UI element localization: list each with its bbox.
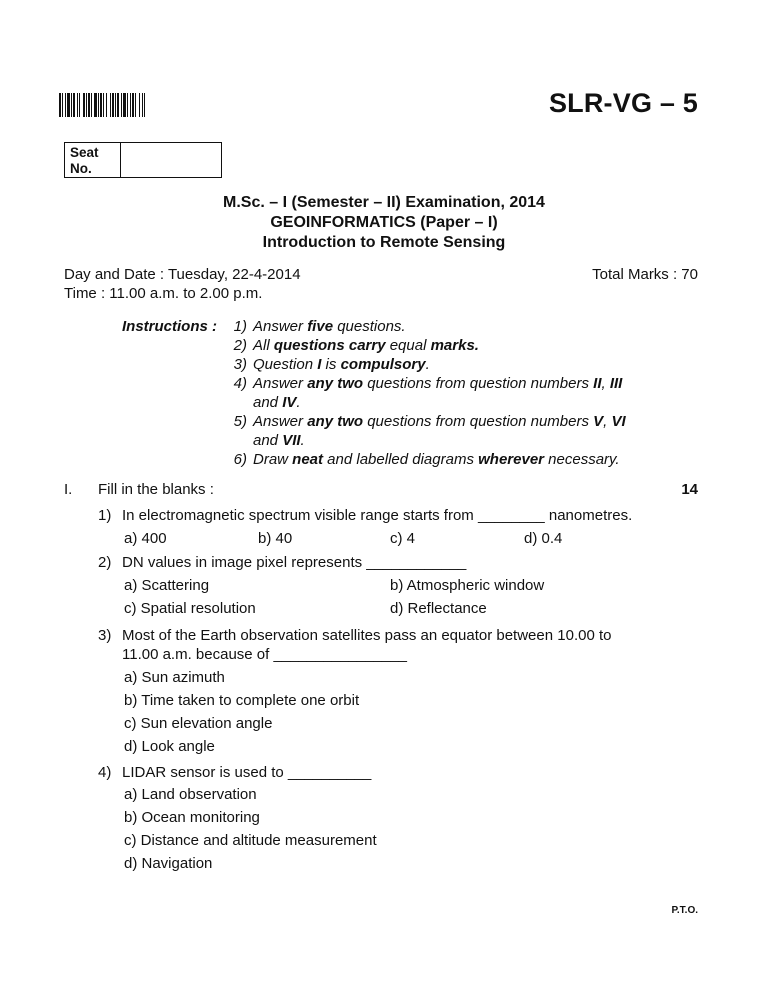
total-marks: Total Marks : 70 [592, 266, 698, 283]
barcode-bar [83, 93, 85, 117]
barcode-bar [117, 93, 119, 117]
seat-label-line1: Seat [70, 145, 99, 160]
question-4-option-d: d) Navigation [124, 855, 213, 872]
instruction-text-part: II [593, 375, 602, 392]
instruction-text-part: , [603, 413, 612, 430]
instruction-text-part: III [609, 375, 623, 392]
section-heading: Fill in the blanks : [98, 481, 214, 498]
barcode-bar [127, 93, 128, 117]
instruction-number: 4) [233, 375, 247, 392]
question-2-option-b: b) Atmospheric window [390, 577, 545, 594]
barcode-bar [144, 93, 145, 117]
instruction-text-part: All [253, 337, 270, 354]
instruction-text-part: questions carry [269, 337, 390, 354]
barcode-graphic [59, 93, 183, 117]
barcode-bar [65, 93, 66, 117]
instruction-text-part: Answer [253, 318, 308, 335]
barcode-bar [130, 93, 131, 117]
barcode-bar [135, 93, 136, 117]
question-4-option-c: c) Distance and altitude measurement [124, 832, 377, 849]
instruction-text-part: wherever [478, 451, 544, 468]
question-1-number: 1) [98, 507, 112, 524]
barcode-bar [91, 93, 92, 117]
instruction-text [253, 318, 406, 335]
seat-label [65, 143, 121, 177]
barcode-bar [88, 93, 90, 117]
question-2-text: DN values in image pixel represents ____________ [122, 554, 467, 571]
instruction-text-continued-part: IV [282, 394, 297, 411]
question-1-option-c: c) 4 [390, 530, 416, 547]
instructions-heading: Instructions : [122, 318, 218, 335]
instruction-text-part: I [317, 356, 322, 373]
barcode-bar [106, 93, 107, 117]
instruction-text-part: . [425, 356, 430, 373]
section-number: I. [64, 481, 73, 498]
instruction-text-part: any two [307, 413, 364, 430]
barcode-bar [132, 93, 134, 117]
instruction-text-part: any two [307, 375, 364, 392]
barcode-bar [98, 93, 99, 117]
barcode-bar [71, 93, 72, 117]
instruction-text [253, 413, 626, 430]
barcode-bar [139, 93, 140, 117]
instruction-text-part: marks. [426, 337, 479, 354]
barcode-bar [79, 93, 80, 117]
instruction-text-part: questions from question numbers [363, 375, 594, 392]
question-3-text-cont: 11.00 a.m. because of ________________ [122, 646, 407, 663]
barcode-bar [121, 93, 122, 117]
question-4-option-a: a) Land observation [124, 786, 257, 803]
question-3-option-d: d) Look angle [124, 738, 215, 755]
question-4-number: 4) [98, 764, 112, 781]
question-3-number: 3) [98, 627, 112, 644]
instruction-text-continued-part: VII [282, 432, 301, 449]
instruction-text-part: Answer [253, 413, 308, 430]
instruction-text [253, 356, 430, 373]
barcode-bar [77, 93, 78, 117]
paper-code: SLR-VG – 5 [548, 88, 698, 118]
question-3-option-b: b) Time taken to complete one orbit [124, 692, 360, 709]
barcode-bar [100, 93, 102, 117]
question-3-option-a: a) Sun azimuth [124, 669, 225, 686]
instruction-text-continued-part: and [253, 432, 283, 449]
instruction-text-part: , [601, 375, 610, 392]
section-marks: 14 [681, 481, 698, 498]
instruction-text-part: necessary. [544, 451, 620, 468]
instruction-number: 5) [233, 413, 247, 430]
instruction-number: 6) [233, 451, 247, 468]
instruction-text [253, 451, 620, 468]
seat-number-box [64, 142, 222, 178]
instruction-text-part: and labelled diagrams [323, 451, 479, 468]
exam-time: Time : 11.00 a.m. to 2.00 p.m. [64, 285, 263, 302]
paper-title: Introduction to Remote Sensing [262, 234, 506, 251]
instruction-text-part: is [321, 356, 341, 373]
barcode-bar [115, 93, 116, 117]
instruction-text-part: compulsory [340, 356, 426, 373]
instruction-text-part: equal [389, 337, 427, 354]
barcode-bar [67, 93, 70, 117]
barcode-bar [94, 93, 97, 117]
instruction-text-part: questions. [333, 318, 406, 335]
question-1-option-b: b) 40 [258, 530, 293, 547]
subject-title: GEOINFORMATICS (Paper – I) [270, 214, 498, 231]
question-1-option-a: a) 400 [124, 530, 167, 547]
barcode-bar [103, 93, 104, 117]
instruction-text-part: Answer [253, 375, 308, 392]
question-3-text: Most of the Earth observation satellites pass an equator between 10.00 to [122, 627, 612, 644]
question-2-option-c: c) Spatial resolution [124, 600, 256, 617]
barcode-bar [73, 93, 75, 117]
seat-label-line2: No. [70, 161, 92, 176]
instruction-text-part: Question [253, 356, 318, 373]
instruction-number: 2) [233, 337, 247, 354]
barcode [59, 93, 183, 117]
barcode-bar [112, 93, 114, 117]
question-1-option-d: d) 0.4 [524, 530, 563, 547]
instruction-text-part: questions from question numbers [363, 413, 594, 430]
instruction-text-part: five [307, 318, 334, 335]
barcode-bar [59, 93, 61, 117]
question-3-option-c: c) Sun elevation angle [124, 715, 273, 732]
barcode-bar [86, 93, 87, 117]
instruction-number: 3) [233, 356, 247, 373]
seat-number-field [121, 143, 221, 177]
question-2-option-d: d) Reflectance [390, 600, 487, 617]
instruction-text-part: Draw [253, 451, 293, 468]
instruction-text-continued-part: and [253, 394, 283, 411]
barcode-bar [62, 93, 63, 117]
instruction-number: 1) [233, 318, 247, 335]
instruction-text [253, 337, 479, 354]
question-4-text: LIDAR sensor is used to __________ [122, 764, 372, 781]
exam-title: M.Sc. – I (Semester – II) Examination, 2014 [223, 194, 545, 211]
instruction-text [253, 375, 622, 392]
question-2-number: 2) [98, 554, 112, 571]
instruction-text-continued-part: . [296, 394, 301, 411]
instruction-text-part: V [593, 413, 604, 430]
instruction-text-continued [253, 432, 305, 449]
instruction-text-part: VI [611, 413, 626, 430]
instruction-text-continued-part: . [300, 432, 305, 449]
question-4-option-b: b) Ocean monitoring [124, 809, 260, 826]
barcode-bar [142, 93, 143, 117]
page-turn-over: P.T.O. [671, 905, 698, 916]
day-date: Day and Date : Tuesday, 22-4-2014 [64, 266, 301, 283]
instruction-text-part: neat [292, 451, 324, 468]
question-2-option-a: a) Scattering [124, 577, 210, 594]
barcode-bar [110, 93, 111, 117]
instruction-text-continued [253, 394, 301, 411]
question-1-text: In electromagnetic spectrum visible range starts from ________ nanometres. [122, 507, 633, 524]
barcode-bar [123, 93, 126, 117]
